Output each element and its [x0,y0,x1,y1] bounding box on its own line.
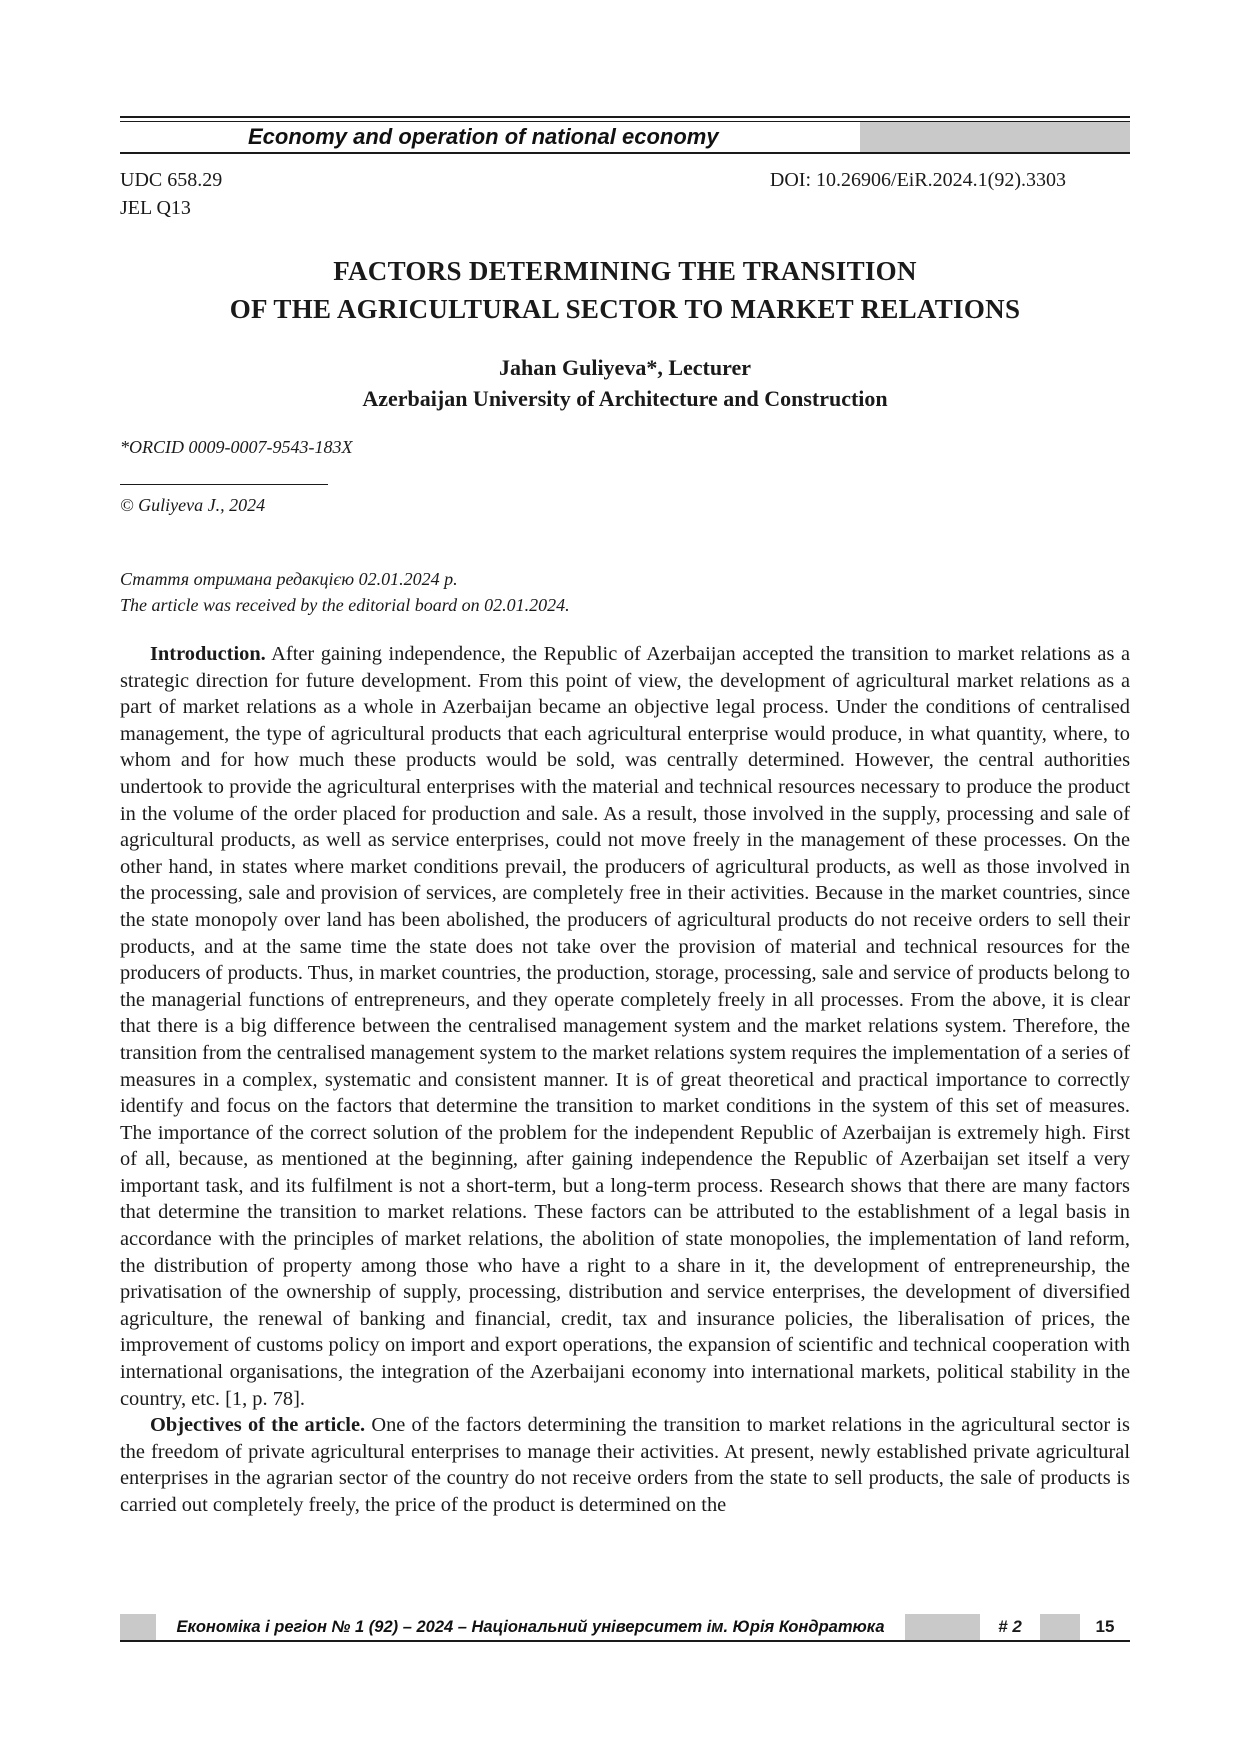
section-title: Economy and operation of national economy [248,124,719,149]
copyright: © Guliyeva J., 2024 [120,495,266,515]
page-number: 15 [1095,1617,1115,1636]
orcid: *ORCID 0009-0007-9543-183X [120,437,353,457]
footer-shade-middle [905,1614,980,1640]
author-affiliation: Azerbaijan University of Architecture and Construction [362,386,888,411]
running-footer [120,1614,1130,1642]
footer-rule [120,1640,1130,1642]
introduction-paragraph [120,641,1130,1412]
objectives-heading: Objectives of the article. [150,1414,366,1437]
article-body [120,641,1130,1519]
received-note [120,566,570,618]
header-shade-block [860,122,1130,152]
received-ukrainian: Стаття отримана редакцією 02.01.2024 р. [120,569,458,589]
footnote-separator [120,484,328,485]
footer-shade-left [120,1614,156,1640]
article-title [120,252,1130,328]
objectives-paragraph [120,1412,1130,1518]
objectives-text: One of the factors determining the transition to market relations in the agricultural sector is the freedom of private agricultural enterprises to manage their activities. At present, newly established private agricultural enterprises in the agrarian sector of the country do not receive orders from the state to sell products, the sale of products is carried out completely freely, the price of the product is determined on the [120,1414,1130,1516]
running-header [120,116,1130,154]
author-name: Jahan Guliyeva*, Lecturer [499,355,751,380]
jel-code: JEL Q13 [120,197,191,219]
author-block [120,352,1130,414]
received-english: The article was received by the editorial board on 02.01.2024. [120,595,570,615]
introduction-text: After gaining independence, the Republic of Azerbaijan accepted the transition to market relations as a strategic direction for future development. From this point of view, the development of agricultural market relations as a part of market relations as a whole in Azerbaijan became an objective legal process. Under the conditions of centralised management, the type of agricultural products that each agricultural enterprise would produce, in what quantity, where, to whom and for how much these products would be sold, was centrally determined. However, the central authorities undertook to provide the agricultural enterprises with the material and technical resources necessary to produce the product in the volume of the order placed for production and sale. As a result, those involved in the supply, processing and sale of agricultural products, as well as service enterprises, could not move freely in the management of these processes. On the other hand, in states where market conditions prevail, the producers of agricultural products, as well as those involved in the processing, sale and provision of services, are completely free in their activities. Because in the market countries, since the state monopoly over land has been abolished, the producers of agricultural products do not receive orders to sell their products, and at the same time the state does not take over the provision of material and technical resources for the producers of products. Thus, in market countries, the production, storage, processing, sale and service of products belong to the managerial functions of entrepreneurs, and they operate completely freely in all processes. From the above, it is clear that there is a big difference between the centralised management system and the market relations system. Therefore, the transition from the centralised management system to the market relations system requires the implementation of a series of measures in a complex, systematic and consistent manner. It is of great theoretical and practical importance to correctly identify and focus on the factors that determine the transition to market conditions in the system of this set of measures. The importance of the correct solution of the problem for the independent Republic of Azerbaijan is extremely high. First of all, because, as mentioned at the beginning, after gaining independence the Republic of Azerbaijan set itself a very important task, and its fulfilment is not a short-term, but a long-term process. Research shows that there are many factors that determine the transition to market relations. These factors can be attributed to the establishment of a legal basis in accordance with the principles of market relations, the abolition of state monopolies, the implementation of land reform, the distribution of property among those who have a right to a share in it, the development of entrepreneurship, the privatisation of the ownership of supply, processing, distribution and service enterprises, the development of diversified agriculture, the renewal of banking and financial, credit, tax and insurance policies, the liberalisation of prices, the improvement of customs policy on import and export operations, the expansion of scientific and technical cooperation with international organisations, the integration of the Azerbaijani economy into international markets, political stability in the country, etc. [1, p. 78]. [120,643,1130,1410]
article-meta [120,166,1066,222]
title-line-2: OF THE AGRICULTURAL SECTOR TO MARKET RELATIONS [229,294,1021,324]
title-line-1: FACTORS DETERMINING THE TRANSITION [333,256,917,286]
header-rule-bottom [120,152,1130,154]
doi: DOI: 10.26906/EiR.2024.1(92).3303 [769,169,1066,191]
udc-code: UDC 658.29 [120,169,223,191]
footer-journal: Економіка і регіон № 1 (92) – 2024 – Національний університет ім. Юрія Кондратюка [176,1618,885,1636]
footer-shade-right [1040,1614,1080,1640]
introduction-heading: Introduction. [150,643,266,665]
footer-issue: # 2 [998,1617,1022,1636]
